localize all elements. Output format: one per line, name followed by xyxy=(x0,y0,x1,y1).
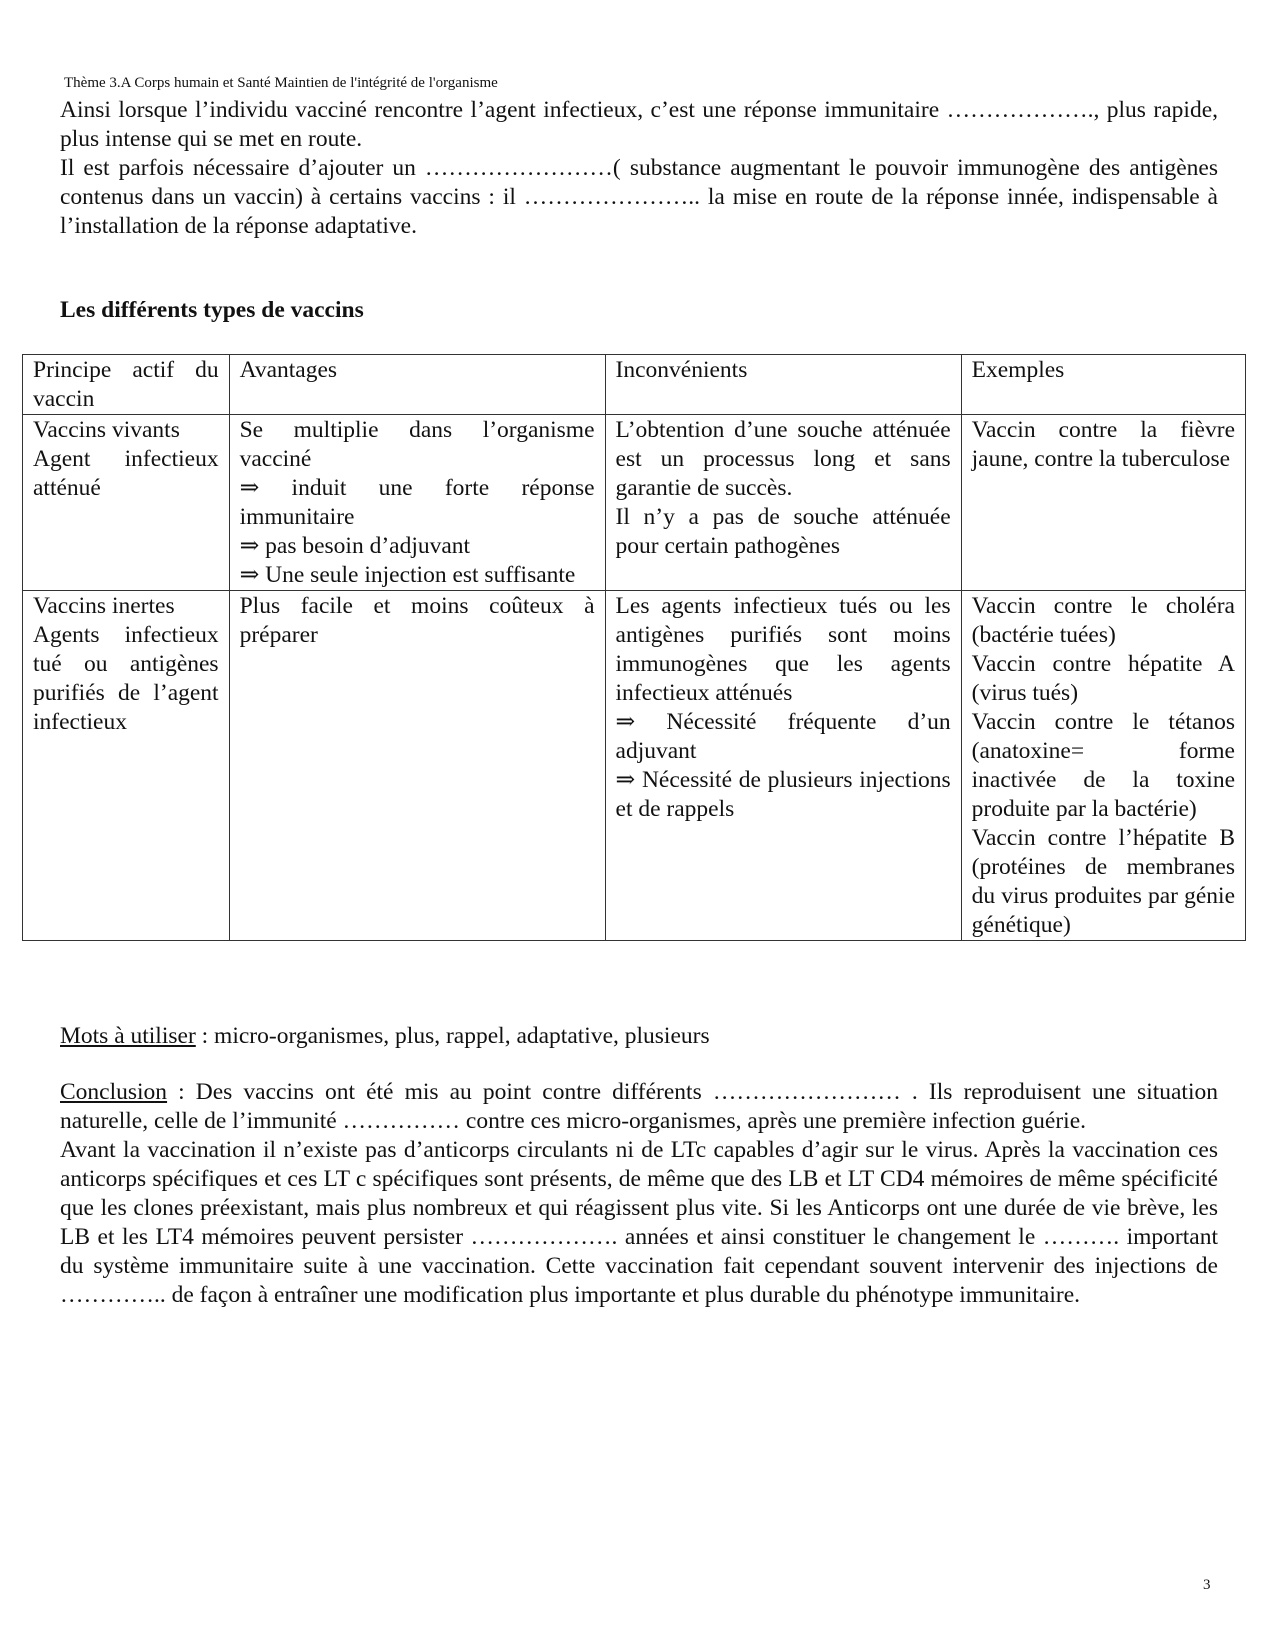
cell-line: Les agents infectieux tués ou les antigènes purifiés sont moins immunogènes que les agents infectieux atténués xyxy=(615,593,951,706)
cell-line: Vaccin contre le tétanos (anatoxine= forme inactivée de la toxine produite par la bactérie) xyxy=(971,709,1235,822)
header-inconvenients: Inconvénients xyxy=(605,355,961,415)
table-row xyxy=(23,591,1246,941)
cell-line: ⇒ induit une forte réponse immunitaire xyxy=(239,475,595,530)
cell-inconvenients xyxy=(605,415,961,591)
cell-line: Vaccin contre hépatite A (virus tués) xyxy=(971,651,1235,706)
conclusion-paragraph-1 xyxy=(60,1078,1218,1136)
cell-line: Vaccin contre l’hépatite B (protéines de membranes du virus produites par génie génétique) xyxy=(971,825,1235,938)
cell-exemples xyxy=(961,415,1245,591)
header-avantages: Avantages xyxy=(229,355,605,415)
cell-line: Vaccin contre le choléra (bactérie tuées) xyxy=(971,593,1235,648)
cell-principe xyxy=(23,591,230,941)
vaccine-types-table xyxy=(22,354,1246,941)
table-header-row xyxy=(23,355,1246,415)
page-header: Thème 3.A Corps humain et Santé Maintien de l'intégrité de l'organisme xyxy=(64,75,498,91)
header-principe: Principe actif du vaccin xyxy=(23,355,230,415)
conclusion-label: Conclusion xyxy=(60,1079,168,1105)
cell-line: Agent infectieux atténué xyxy=(33,446,219,501)
conclusion xyxy=(60,1078,1218,1310)
intro-paragraph-1: Ainsi lorsque l’individu vacciné rencontre l’agent infectieux, c’est une réponse immunitaire ………………., plus rapide, plus intense qui se met en route. xyxy=(60,97,1218,152)
cell-avantages xyxy=(229,591,605,941)
cell-line: Vaccins inertes xyxy=(33,593,175,619)
intro-text xyxy=(60,96,1218,241)
conclusion-text-1: : Des vaccins ont été mis au point contre différents …………………… . Ils reproduisent une situation naturelle, celle de l’immunité …………… contre ces micro-organismes, après une première infection guérie. xyxy=(60,1079,1218,1134)
cell-line: Plus facile et moins coûteux à préparer xyxy=(239,593,595,648)
cell-principe xyxy=(23,415,230,591)
cell-line: L’obtention d’une souche atténuée est un processus long et sans garantie de succès. xyxy=(615,417,951,501)
cell-line: Vaccins vivants xyxy=(33,417,180,443)
cell-line: Se multiplie dans l’organisme vacciné xyxy=(239,417,595,472)
cell-line: Vaccin contre la fièvre jaune, contre la tuberculose xyxy=(971,417,1235,472)
page-number: 3 xyxy=(1203,1577,1211,1593)
cell-exemples xyxy=(961,591,1245,941)
cell-inconvenients xyxy=(605,591,961,941)
cell-line: Il n’y a pas de souche atténuée pour certain pathogènes xyxy=(615,504,951,559)
words-to-use xyxy=(60,1022,710,1051)
cell-line: ⇒ pas besoin d’adjuvant xyxy=(239,533,471,559)
words-label: Mots à utiliser xyxy=(60,1023,196,1049)
table-row xyxy=(23,415,1246,591)
cell-line: ⇒ Une seule injection est suffisante xyxy=(239,562,576,588)
cell-avantages xyxy=(229,415,605,591)
cell-line: ⇒ Nécessité fréquente d’un adjuvant xyxy=(615,709,951,764)
words-list: : micro-organismes, plus, rappel, adaptative, plusieurs xyxy=(195,1023,710,1049)
conclusion-paragraph-2: Avant la vaccination il n’existe pas d’anticorps circulants ni de LTc capables d’agir sur le virus. Après la vaccination ces anticorps spécifiques et ces LT c spécifiques sont présents, de même que des LB et LT CD4 mémoires de même spécificité que les clones préexistant, mais plus nombreux et qui réagissent plus vite. Si les Anticorps ont une durée de vie brève, les LB et les LT4 mémoires peuvent persister ………………. années et ainsi constituer le changement le ………. important du système immunitaire suite à une vaccination. Cette vaccination fait cependant souvent intervenir des injections de ………….. de façon à entraîner une modification plus importante et plus durable du phénotype immunitaire. xyxy=(60,1137,1218,1308)
intro-paragraph-2: Il est parfois nécessaire d’ajouter un ……………………( substance augmentant le pouvoir immunogène des antigènes contenus dans un vaccin) à certains vaccins : il ………………….. la mise en route de la réponse innée, indispensable à l’installation de la réponse adaptative. xyxy=(60,155,1218,239)
header-exemples: Exemples xyxy=(961,355,1245,415)
cell-line: Agents infectieux tué ou antigènes purifiés de l’agent infectieux xyxy=(33,622,219,735)
section-title: Les différents types de vaccins xyxy=(60,297,364,323)
cell-line: ⇒ Nécessité de plusieurs injections et de rappels xyxy=(615,767,951,822)
